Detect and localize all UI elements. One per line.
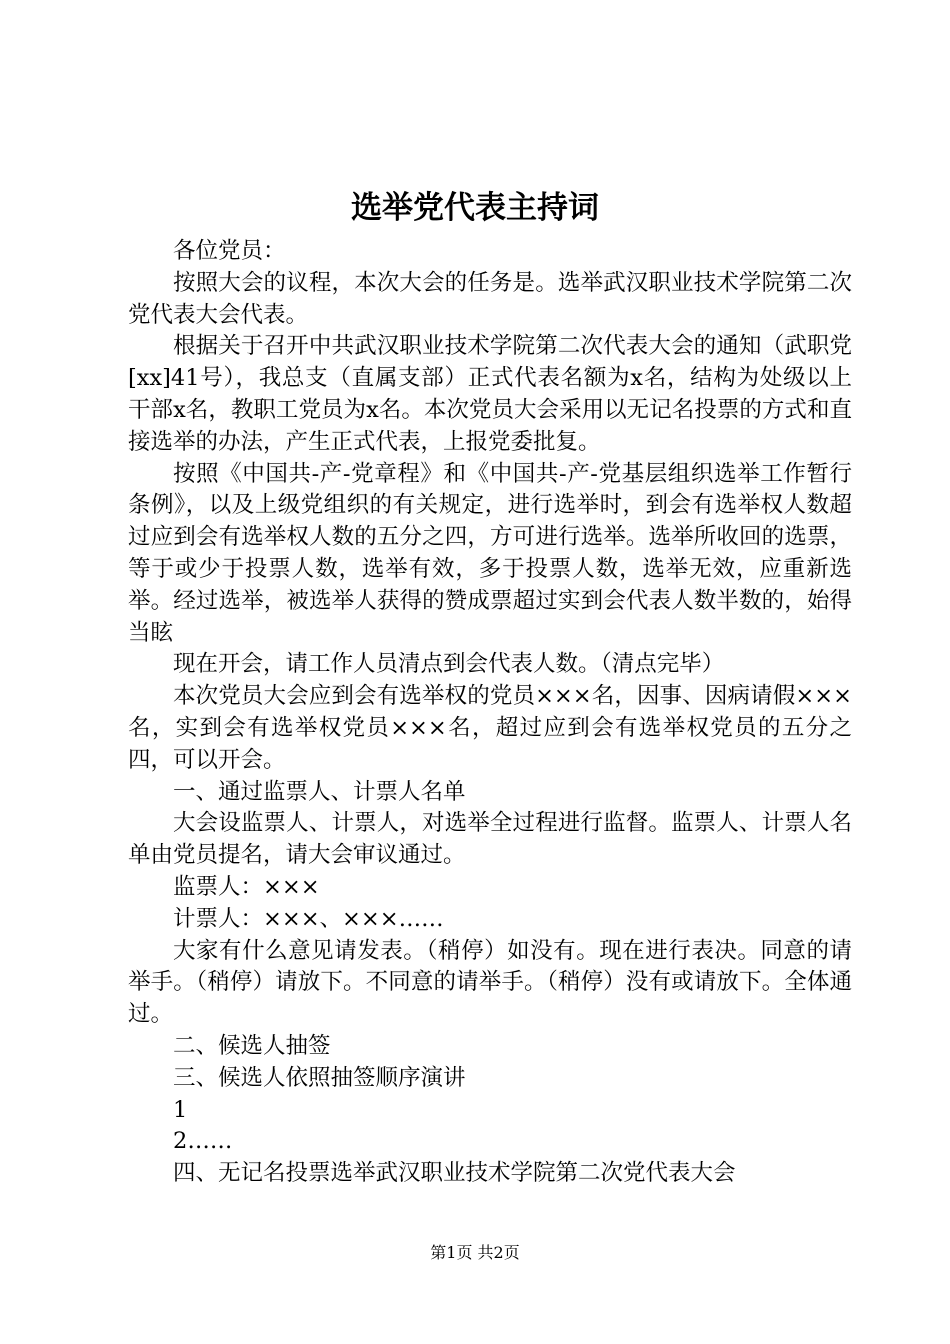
paragraph-agenda: 按照大会的议程，本次大会的任务是。选举武汉职业技术学院第二次党代表大会代表。 [128,269,852,328]
list-item-1: 1 [173,1096,188,1123]
paragraph-teller: 计票人：×××、×××…… [173,905,444,932]
list-item-2: 2…… [173,1128,233,1155]
paragraph-vote: 大家有什么意见请发表。（稍停）如没有。现在进行表决。同意的请举手。（稍停）请放下。不同意的请举手。（稍停）没有或请放下。全体通过。 [128,937,852,1028]
section-heading-1: 一、通过监票人、计票人名单 [173,778,466,805]
paragraph-regulations: 按照《中国共-产-党章程》和《中国共-产-党基层组织选举工作暂行条例》，以及上级党组织的有关规定，进行选举时，到会有选举权人数超过应到会有选举权人数的五分之四，方可进行选举。选举所收回的选票，等于或少于投票人数，选举有效，多于投票人数，选举无效，应重新选举。经过选举，被选举人获得的赞成票超过实到会代表人数半数的，始得当眩 [128,460,852,646]
section-heading-3: 三、候选人依照抽签顺序演讲 [173,1064,466,1091]
paragraph-scrutineer: 监票人：××× [173,873,320,900]
section-heading-4: 四、无记名投票选举武汉职业技术学院第二次党代表大会 [173,1160,736,1187]
document-title: 选举党代表主持词 [351,190,599,226]
paragraph-count-attendees: 现在开会，请工作人员清点到会代表人数。（清点完毕） [173,651,725,678]
document-body [128,236,852,1190]
paragraph-supervisors: 大会设监票人、计票人，对选举全过程进行监督。监票人、计票人名单由党员提名，请大会审议通过。 [128,810,852,869]
paragraph-attendance: 本次党员大会应到会有选举权的党员×××名，因事、因病请假×××名，实到会有选举权党员×××名，超过应到会有选举权党员的五分之四，可以开会。 [128,683,852,773]
section-heading-2: 二、候选人抽签 [173,1032,331,1059]
page-footer: 第1页 共2页 [430,1243,520,1262]
paragraph-salutation: 各位党员： [173,238,286,264]
paragraph-notice: 根据关于召开中共武汉职业技术学院第二次代表大会的通知（武职党[xx]41号），我总支（直属支部）正式代表名额为x名，结构为处级以上干部x名，教职工党员为x名。本次党员大会采用以无记名投票的方式和直接选举的办法，产生正式代表，上报党委批复。 [128,333,852,455]
